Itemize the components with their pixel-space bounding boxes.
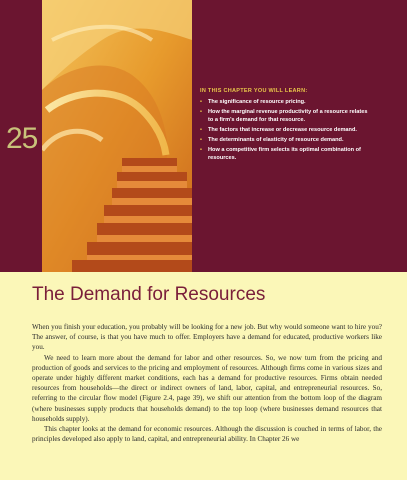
list-item: • How the marginal revenue productivity of a resource relates to a firm's demand for that resource. [200, 109, 368, 123]
learning-objectives-heading: IN THIS CHAPTER YOU WILL LEARN: [200, 88, 308, 94]
paragraph: We need to learn more about the demand for labor and other resources. So, we now turn from the pricing and production of goods and services to the pricing and employment of resources. Although firms come in various sizes and operate under highly different market conditions, each has a demand for productive resources. Firms obtain needed resources from households—the direct or indirect owners of land, labor, capital, and entrepreneurial resources. So, referring to the circular flow model (Figure 2.4, page 39), we shift our attention from the bottom loop of the diagram (where businesses supply products that households demand) to the top loop (where businesses demand resources that households supply). [32, 353, 382, 423]
chapter-number: 25 [6, 122, 38, 155]
paragraph: When you finish your education, you probably will be looking for a new job. But why would someone want to hire you? The answer, of course, is that you have much to offer. Employers have a demand for educated, productive workers like you. [32, 323, 382, 352]
chapter-body-text [32, 322, 382, 444]
learning-objectives-list [200, 99, 400, 162]
list-item: • How a competitive firm selects its optimal combination of resources. [200, 146, 361, 161]
paragraph: This chapter looks at the demand for economic resources. Although the discussion is couched in terms of labor, the principles developed also apply to land, capital, and entrepreneurial ability. In Chapter 26 we [32, 425, 382, 444]
bullet-icon: • [200, 136, 202, 143]
bullet-icon: • [200, 99, 202, 105]
chapter-title: The Demand for Resources [32, 284, 266, 305]
list-item: • The significance of resource pricing. [200, 99, 306, 105]
bullet-icon: • [200, 146, 202, 153]
learning-objectives [200, 88, 400, 165]
list-item: • The factors that increase or decrease resource demand. [200, 126, 357, 133]
list-item: • The determinants of elasticity of resource demand. [200, 136, 344, 143]
bullet-icon: • [200, 126, 202, 133]
bullet-icon: • [200, 109, 202, 116]
staircase-photo [42, 0, 192, 272]
